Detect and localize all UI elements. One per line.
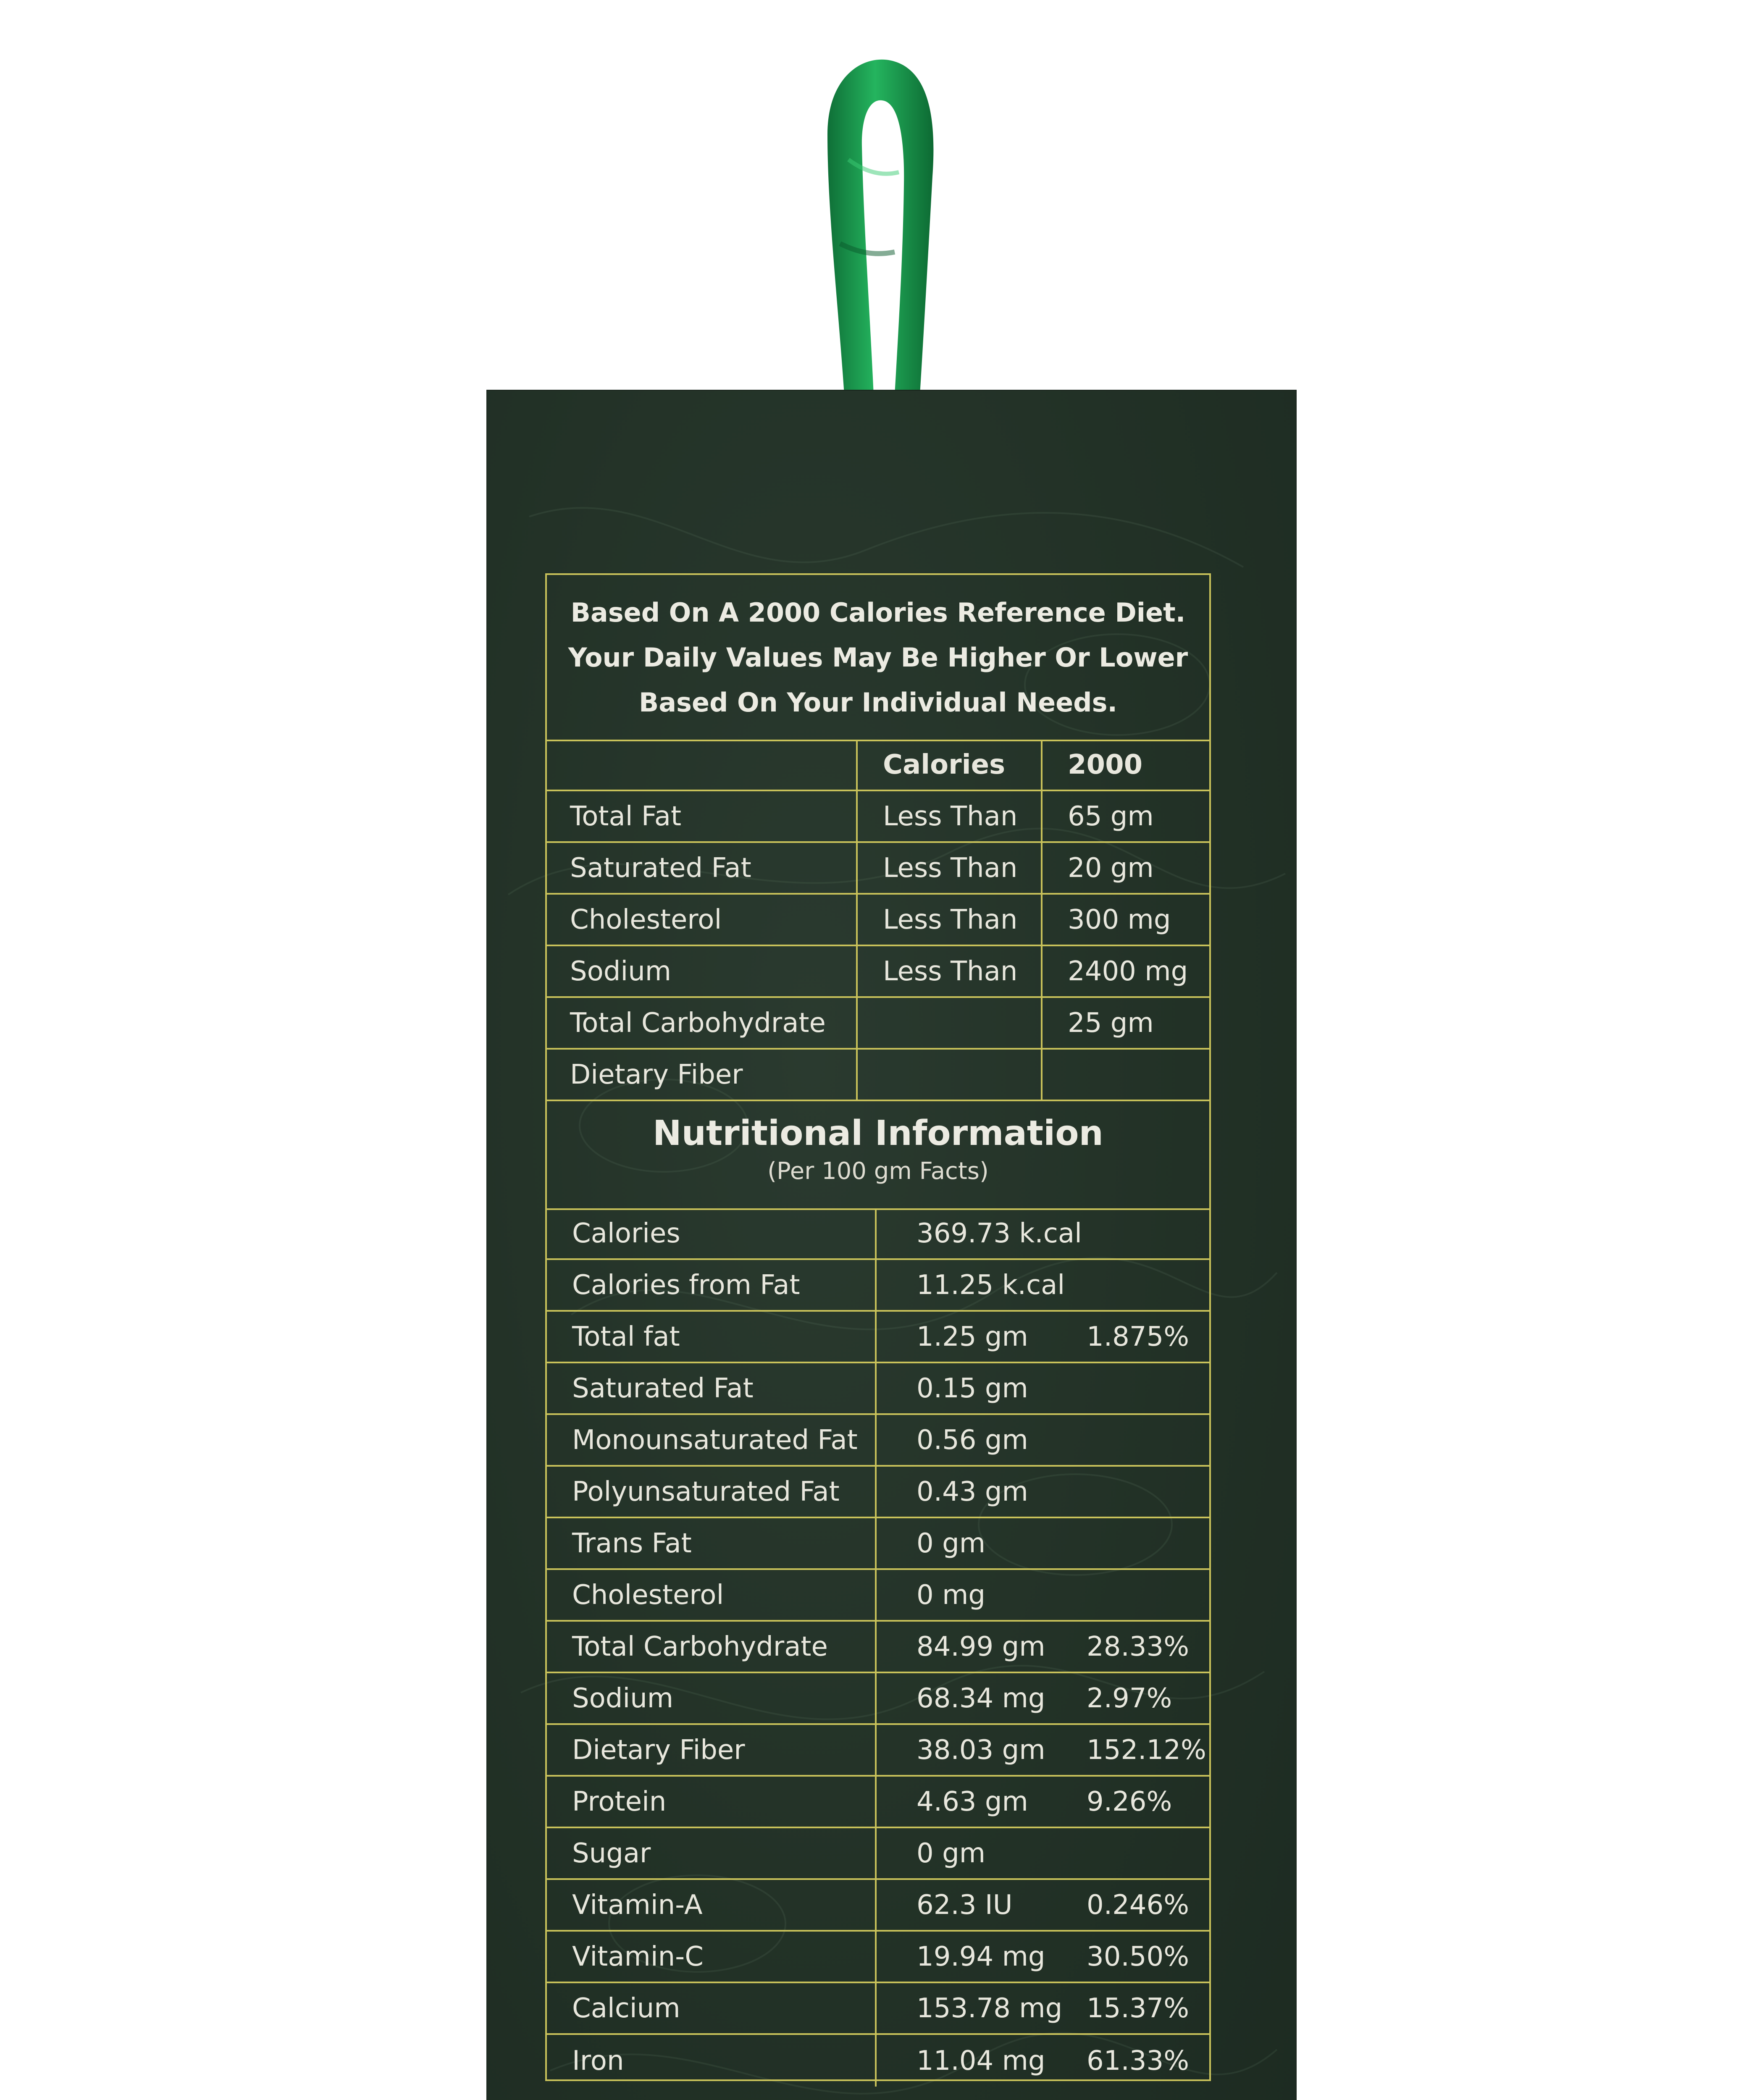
nutrient-amount: 0.43 gm — [917, 1476, 1028, 1507]
nutrient-amount: 11.04 mg — [917, 2045, 1045, 2076]
nutrient-name: Calories — [547, 1208, 877, 1258]
limit-amount: 300 mg — [1068, 904, 1171, 935]
table-row — [547, 1050, 1209, 1101]
nutrient-name: Sodium — [547, 946, 858, 996]
nutrient-name: Dietary Fiber — [547, 1725, 877, 1775]
nutrient-name: Monounsaturated Fat — [547, 1415, 877, 1465]
reference-diet-table — [547, 740, 1209, 1101]
nutrient-amount: 84.99 gm — [917, 1631, 1045, 1662]
limit-amount: 2400 mg — [1068, 956, 1188, 987]
daily-value: 15.37% — [1087, 1992, 1190, 2024]
nutrient-amount: 153.78 mg — [917, 1992, 1063, 2024]
nutrient-name: Protein — [547, 1777, 877, 1827]
table-row — [547, 998, 1209, 1050]
nutrient-amount: 68.34 mg — [917, 1683, 1045, 1714]
nutrient-amount: 0.56 gm — [917, 1424, 1028, 1456]
table-row — [547, 843, 1209, 895]
nutrient-name: Saturated Fat — [547, 843, 858, 893]
limit-label: Less Than — [858, 895, 1043, 945]
nutrient-amount: 0.15 gm — [917, 1373, 1028, 1404]
nutrient-amount: 4.63 gm — [917, 1786, 1028, 1817]
table-row — [547, 1828, 1209, 1880]
limit-amount — [1043, 1050, 1213, 1100]
nutrient-name: Total Carbohydrate — [547, 1622, 877, 1672]
limit-label — [858, 998, 1043, 1048]
nutrition-heading — [547, 1098, 1209, 1210]
nutrient-name: Total Fat — [547, 791, 858, 841]
daily-value — [1061, 1260, 1213, 1310]
limit-label — [858, 1050, 1043, 1100]
table-row — [547, 1932, 1209, 1983]
note-line-1: Based On A 2000 Calories Reference Diet. — [570, 597, 1186, 628]
nutrient-amount: 1.25 gm — [917, 1321, 1028, 1352]
daily-value: 152.12% — [1087, 1734, 1206, 1766]
daily-value — [1061, 1208, 1213, 1258]
nutrition-facts-table — [547, 1208, 1209, 2087]
table-row — [547, 1777, 1209, 1828]
table-row — [547, 1415, 1209, 1467]
table-row — [547, 1725, 1209, 1777]
nutrient-name: Iron — [547, 2035, 877, 2087]
daily-value: 61.33% — [1087, 2045, 1190, 2076]
daily-value: 2.97% — [1087, 1683, 1172, 1714]
daily-value — [1061, 1828, 1213, 1878]
limit-label: Less Than — [858, 791, 1043, 841]
nutrition-title: Nutritional Information — [653, 1113, 1103, 1153]
table-row — [547, 791, 1209, 843]
nutrient-name: Total Carbohydrate — [547, 998, 858, 1048]
table-row — [547, 1983, 1209, 2035]
limit-amount: 25 gm — [1068, 1007, 1154, 1039]
nutrient-name: Vitamin-C — [547, 1932, 877, 1982]
nutrient-amount: 369.73 k.cal — [917, 1218, 1082, 1249]
nutrient-amount: 38.03 gm — [917, 1734, 1045, 1766]
table-row — [547, 1622, 1209, 1673]
header-2000: 2000 — [1068, 749, 1143, 780]
table-row — [547, 946, 1209, 998]
nutrient-name: Calcium — [547, 1983, 877, 2033]
nutrition-subtitle: (Per 100 gm Facts) — [767, 1158, 989, 1185]
table-row — [547, 1260, 1209, 1312]
table-row — [547, 1363, 1209, 1415]
nutrient-name: Vitamin-A — [547, 1880, 877, 1930]
table-row — [547, 2035, 1209, 2087]
nutrient-name: Cholesterol — [547, 1570, 877, 1620]
table-row — [547, 1208, 1209, 1260]
nutrient-amount: 0 gm — [917, 1838, 986, 1869]
daily-value: 1.875% — [1087, 1321, 1190, 1352]
header-calories: Calories — [858, 740, 1043, 790]
nutrient-name: Dietary Fiber — [547, 1050, 858, 1100]
daily-value: 9.26% — [1087, 1786, 1172, 1817]
nutrient-name: Cholesterol — [547, 895, 858, 945]
ribbon-loop — [798, 34, 1008, 412]
nutrition-card — [487, 391, 1296, 2100]
reference-header-row — [547, 740, 1209, 791]
daily-value: 0.246% — [1087, 1889, 1190, 1921]
limit-label: Less Than — [858, 843, 1043, 893]
table-row — [547, 1312, 1209, 1363]
limit-label: Less Than — [858, 946, 1043, 996]
daily-value — [1061, 1518, 1213, 1568]
daily-value: 30.50% — [1087, 1941, 1190, 1972]
nutrient-name: Total fat — [547, 1312, 877, 1362]
limit-amount: 65 gm — [1068, 801, 1154, 832]
table-row — [547, 1467, 1209, 1518]
table-row — [547, 895, 1209, 946]
nutrient-amount: 19.94 mg — [917, 1941, 1045, 1972]
daily-value — [1061, 1363, 1213, 1413]
daily-value — [1061, 1467, 1213, 1517]
daily-value — [1061, 1415, 1213, 1465]
nutrient-name: Polyunsaturated Fat — [547, 1467, 877, 1517]
nutrient-name: Trans Fat — [547, 1518, 877, 1568]
nutrient-amount: 11.25 k.cal — [917, 1269, 1065, 1301]
daily-value — [1061, 1570, 1213, 1620]
header-label — [547, 740, 858, 790]
nutrient-amount: 62.3 IU — [917, 1889, 1013, 1921]
nutrient-name: Sodium — [547, 1673, 877, 1723]
table-row — [547, 1570, 1209, 1622]
daily-values-note — [547, 575, 1209, 741]
note-line-3: Based On Your Individual Needs. — [638, 687, 1118, 718]
daily-value: 28.33% — [1087, 1631, 1190, 1662]
limit-amount: 20 gm — [1068, 852, 1154, 884]
nutrient-name: Saturated Fat — [547, 1363, 877, 1413]
nutrient-name: Calories from Fat — [547, 1260, 877, 1310]
table-row — [547, 1673, 1209, 1725]
table-row — [547, 1880, 1209, 1932]
nutrient-name: Sugar — [547, 1828, 877, 1878]
table-row — [547, 1518, 1209, 1570]
nutrient-amount: 0 gm — [917, 1528, 986, 1559]
nutrient-amount: 0 mg — [917, 1579, 986, 1611]
note-line-2: Your Daily Values May Be Higher Or Lower — [568, 642, 1188, 673]
nutrition-table-frame — [545, 573, 1211, 2081]
